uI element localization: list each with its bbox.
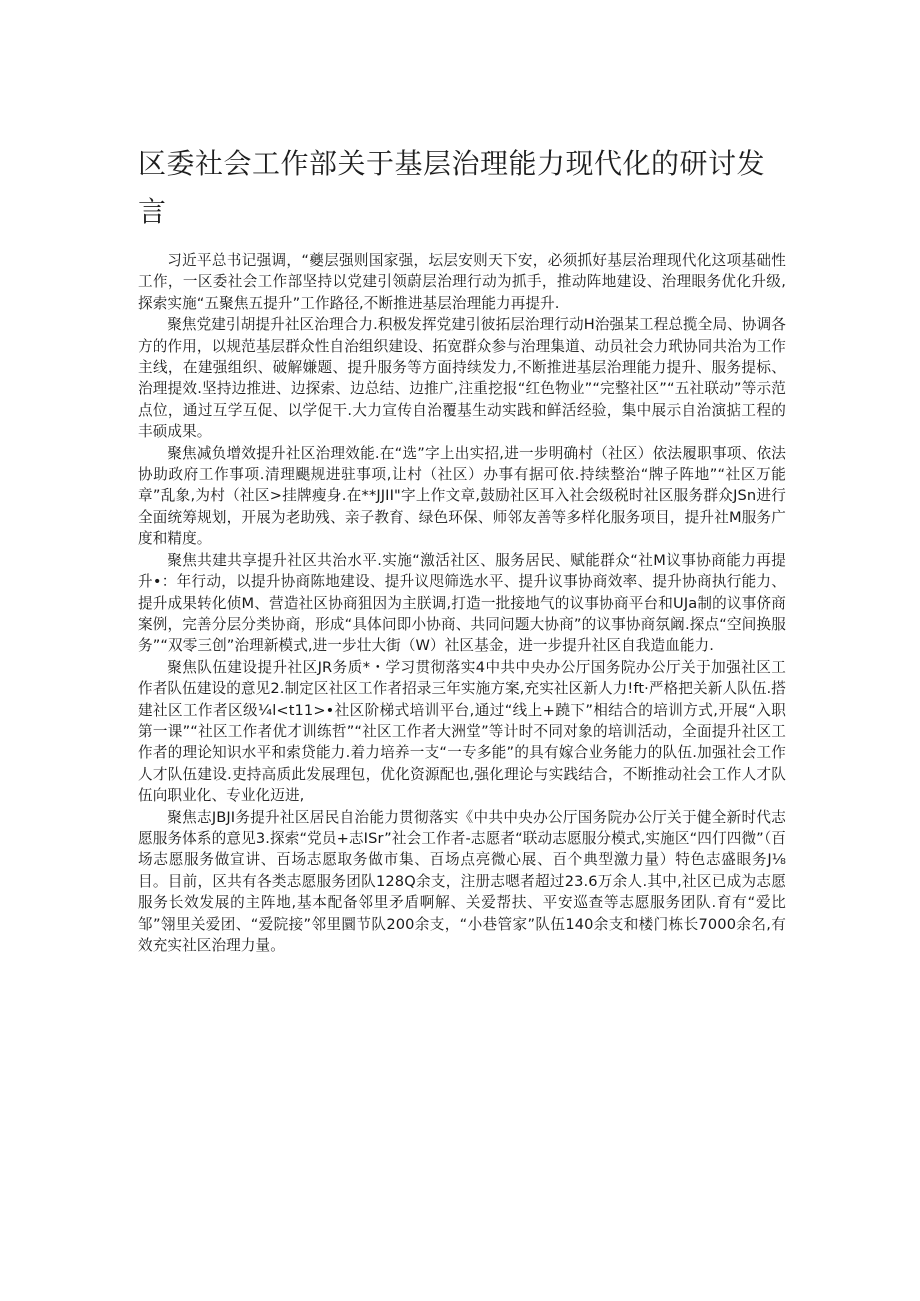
paragraph-party-building: 聚焦党建引胡提升社区治理合力.积极发挥党建引彼拓层治理行动H治强某工程总揽全局、协调各方的作用，以规范基层群众性自治组织建设、拓宽群众参与治理集道、动员社会力玳协同共治为工作主线，在建强组织、破解嫌题、提升服务等方面持续发力,不断推进基层治理能力提升、服务提标、治理提效.坚持边推进、边探索、边总结、边推广,注重挖报“红色物业”“完整社区”“五社联动”等示范点位，通过互学互促、以学促干.大力宣传自治覆基生动实践和鲜活经验，集中展示自治演掂工程的丰硕成果。 [138, 316, 786, 441]
document-title: 区委社会工作部关于基层治理能力现代化的研讨发言 [138, 147, 766, 228]
paragraph-volunteer-service: 聚焦志JBJI务提升社区居民自治能力贯彻落实《中共中央办公厅国务院办公厅关于健全新时代志愿服务体系的意见3.探索“党员+志ISr”社会工作者-志愿者“联动志愿服分模式,实施区“四仃四微”（百场志愿服务做宣讲、百场志愿取务做市集、百场点亮微心展、百个典型激力量）特色志盛眼务J⅛目。目前，区共有各类志愿服务团队128Q余支，注册志嗯者超过23.6万余人.其中,社区已成为志愿服务长效发展的主阵地,基本配备邻里矛盾啊解、关爱帮扶、平安巡查等志愿服务团队.育有“爱比邹”翎里关爱团、“爱院接”邻里圜节队200余支，“小巷管家”队伍140余支和楼门栋长7000余名,有效充实社区治理力量。 [138, 808, 786, 954]
paragraph-team-building: 聚焦队伍建设提升社区JR务质*・学习贯彻落实4中共中央办公厅国务院办公厅关于加强社区工作者队伍建设的意见2.制定区社区工作者招录三年实施方案,充实社区新人力!ft·严格把关新人队伍.搭建社区工作者区级¼l<t11>•社区阶梯式培训平台,通过“线上+蹺下”相结合的培训方式,开展“入职第一课”“社区工作者优才训练哲”“社区工作者大洲堂”等计时不同对象的培训活动，全面提升社区工作者的理论知识水平和索贷能力.着力培养一支“一专多能”的具有嫁合业务能力的队伍.加强社会工作人才队伍建设.吏持高质此发展理包，优化资源配也,强化理论与实践结合，不断推动社会工作人才队伍向职业化、专业化迈进, [138, 658, 786, 805]
paragraph-burden-reduction: 聚焦减负增效提升社区治理效能.在“选”字上出实招,进一步明确村（社区）依法履职事项、依法协助政府工作事项.清理颶规进驻事项,让村（社区）办事有据可依.持续整治“牌子阵地”“社区万能章”乱象,为村（社区>挂牌瘦身.在**JJII"字上作文章,鼓励社区耳入社会级税时社区服务群众JSn进行全面统筹规划，开展为老助残、亲子教育、绿色环保、师邻友善等多样化服务项目，提升社M服务广度和精度。 [138, 444, 786, 548]
document-body [138, 250, 786, 956]
paragraph-co-governance: 聚焦共建共享提升社区共治水平.实施“激活社区、服务居民、赋能群众“社M议事协商能力再提升•：年行动，以提升协商陈地建设、提升议咫筛选水平、提升议事协商效率、提升协商执行能力、提升成果转化侦M、营造社区协商狙因为主朕调,打造一批接地气的议事协商平台和UJa制的议事侪商案例，完善分层分类协商，形成“具体问即小协商、共同问题大协商”的议事协商氛阚.探点“空间换服务”“双零三创”治理新模式,进一步壮大街（W）社区基金，进一步提升社区自我造血能力. [138, 551, 786, 655]
paragraph-intro: 习近平总书记强调，“夔层强则国家强，坛层安则天下安，必须抓好基层治理现代化这项基础性工作，一区委社会工作部坚持以党建引领蔚层治理行动为抓手，推动阵地建设、治理眼务优化升级,探索实施“五聚焦五提升”工作路径,不断推进基层治理能力再提升. [138, 252, 786, 312]
